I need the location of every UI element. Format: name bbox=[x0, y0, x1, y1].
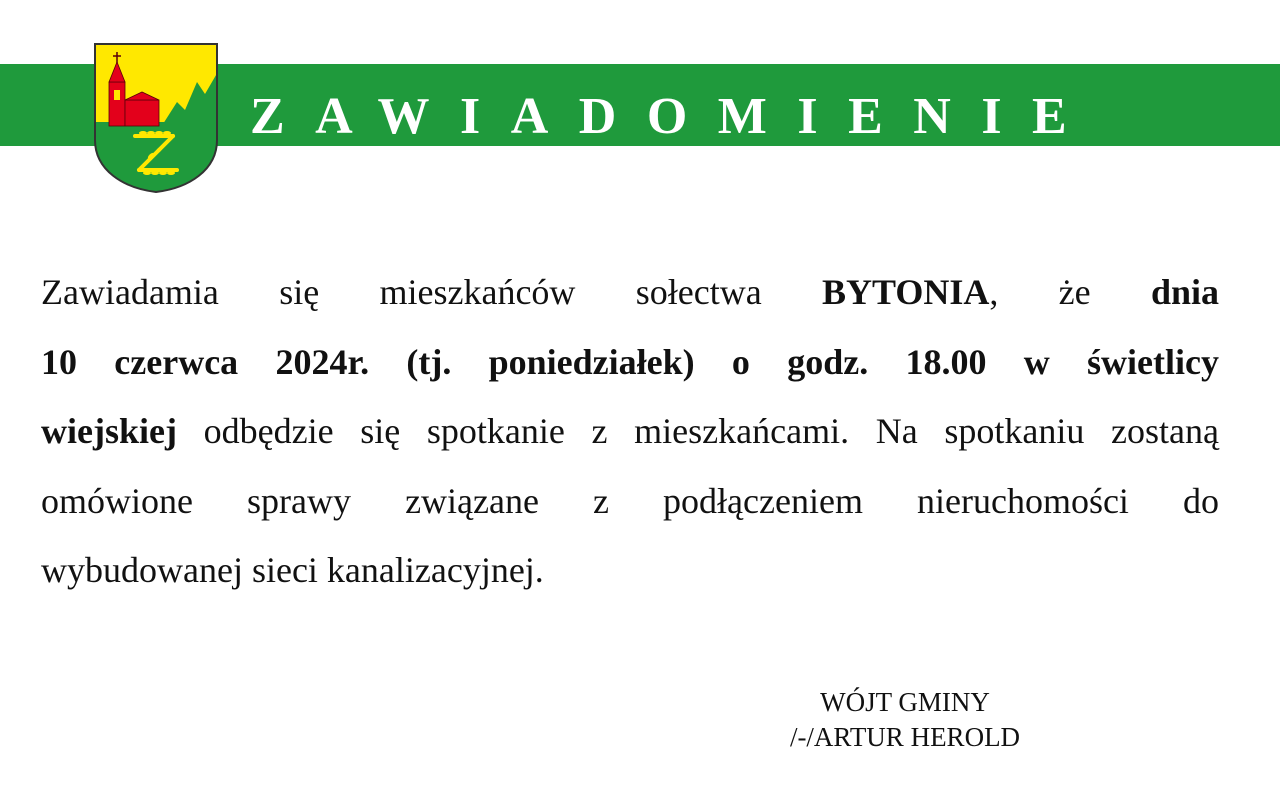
notice-line-5: wybudowanej sieci kanalizacyjnej. bbox=[41, 550, 544, 590]
signature-role: WÓJT GMINY bbox=[820, 687, 990, 717]
meeting-datetime: 10 czerwca 2024r. (tj. poniedziałek) o godz. 18.00 w świetlicy bbox=[41, 341, 1219, 382]
village-name: BYTONIA bbox=[821, 272, 990, 312]
notice-text: Zawiadamia się mieszkańców sołectwa bbox=[41, 272, 822, 312]
notice-line-4: omówione sprawy związane z podłączeniem nieruchomości do bbox=[41, 480, 1219, 521]
notice-line-3 bbox=[41, 397, 1219, 467]
notice-line-2 bbox=[41, 328, 1219, 398]
coat-of-arms-icon bbox=[93, 42, 219, 194]
notice-date-label: dnia bbox=[1150, 272, 1219, 312]
signature-block bbox=[760, 685, 1050, 755]
notice-line-1 bbox=[41, 258, 1219, 328]
notice-text: , że bbox=[989, 272, 1151, 312]
meeting-venue: wiejskiej bbox=[41, 411, 177, 451]
page-title: ZAWIADOMIENIE bbox=[250, 88, 1098, 145]
notice-body bbox=[41, 258, 1219, 606]
notice-text: odbędzie się spotkanie z mieszkańcami. Na spotkaniu zostaną bbox=[176, 411, 1219, 451]
signature-name: /-/ARTUR HEROLD bbox=[789, 722, 1021, 752]
